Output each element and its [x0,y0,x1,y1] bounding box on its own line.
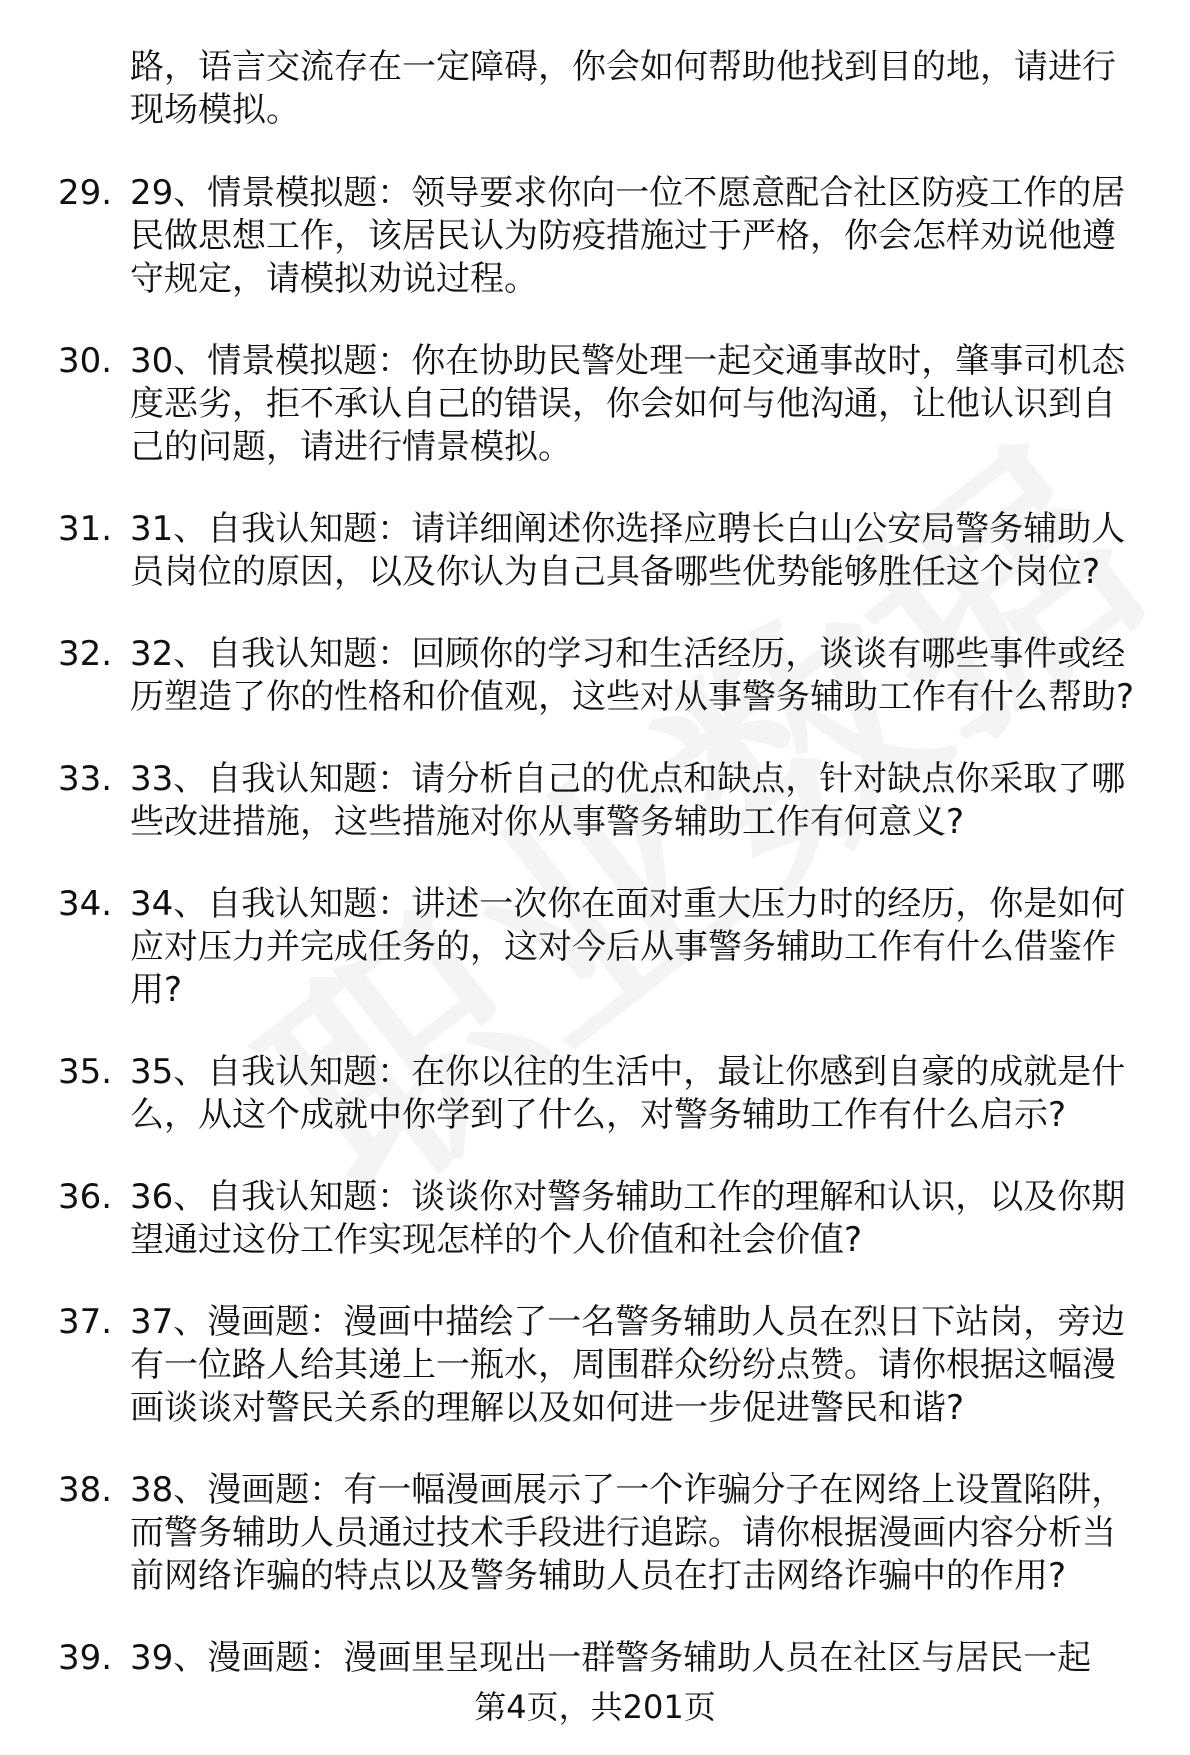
list-item [0,1637,1190,1680]
item-text: 39、漫画题：漫画里呈现出一群警务辅助人员在社区与居民一起 [130,1638,1092,1678]
list-item [0,633,1190,719]
item-text: 31、自我认知题：请详细阐述你选择应聘长白山公安局警务辅助人员岗位的原因，以及你认为自己具备哪些优势能够胜任这个岗位? [130,509,1126,592]
document-body [0,46,1190,1719]
item-number: 30. [58,341,113,381]
item-number: 37. [58,1302,113,1342]
list-item [0,1176,1190,1262]
item-number: 33. [58,759,113,799]
list-item [0,340,1190,469]
item-number: 38. [58,1470,113,1510]
page-footer: 第4页，共201页 [474,1688,716,1726]
item-number: 35. [58,1052,113,1092]
item-text: 30、情景模拟题：你在协助民警处理一起交通事故时，肇事司机态度恶劣，拒不承认自己的错误，你会如何与他沟通，让他认识到自己的问题，请进行情景模拟。 [130,341,1126,467]
list-item [0,1051,1190,1137]
list-item [0,1301,1190,1430]
item-text: 32、自我认知题：回顾你的学习和生活经历，谈谈有哪些事件或经历塑造了你的性格和价值观，这些对从事警务辅助工作有什么帮助? [130,634,1135,717]
item-number: 39. [58,1638,113,1678]
list-item [0,883,1190,1012]
list-item [0,758,1190,844]
item-number: 36. [58,1177,113,1217]
list-item [0,172,1190,301]
item-number: 29. [58,173,113,213]
item-text: 37、漫画题：漫画中描绘了一名警务辅助人员在烈日下站岗，旁边有一位路人给其递上一瓶水，周围群众纷纷点赞。请你根据这幅漫画谈谈对警民关系的理解以及如何进一步促进警民和谐? [130,1302,1126,1428]
item-number: 32. [58,634,113,674]
list-item [0,1469,1190,1598]
item-text: 38、漫画题：有一幅漫画展示了一个诈骗分子在网络上设置陷阱，而警务辅助人员通过技术手段进行追踪。请你根据漫画内容分析当前网络诈骗的特点以及警务辅助人员在打击网络诈骗中的作用? [130,1470,1126,1596]
item-number: 31. [58,509,113,549]
item-text: 34、自我认知题：讲述一次你在面对重大压力时的经历，你是如何应对压力并完成任务的，这对今后从事警务辅助工作有什么借鉴作用? [130,884,1126,1010]
item-number: 34. [58,884,113,924]
item-text: 33、自我认知题：请分析自己的优点和缺点，针对缺点你采取了哪些改进措施，这些措施对你从事警务辅助工作有何意义? [130,759,1126,842]
item-text: 36、自我认知题：谈谈你对警务辅助工作的理解和认识，以及你期望通过这份工作实现怎样的个人价值和社会价值? [130,1177,1126,1260]
item-text: 35、自我认知题：在你以往的生活中，最让你感到自豪的成就是什么，从这个成就中你学到了什么，对警务辅助工作有什么启示? [130,1052,1126,1135]
list-item [0,508,1190,594]
item-text: 29、情景模拟题：领导要求你向一位不愿意配合社区防疫工作的居民做思想工作，该居民认为防疫措施过于严格，你会怎样劝说他遵守规定，请模拟劝说过程。 [130,173,1126,299]
continuation-paragraph: 路，语言交流存在一定障碍，你会如何帮助他找到目的地，请进行现场模拟。 [130,47,1116,130]
